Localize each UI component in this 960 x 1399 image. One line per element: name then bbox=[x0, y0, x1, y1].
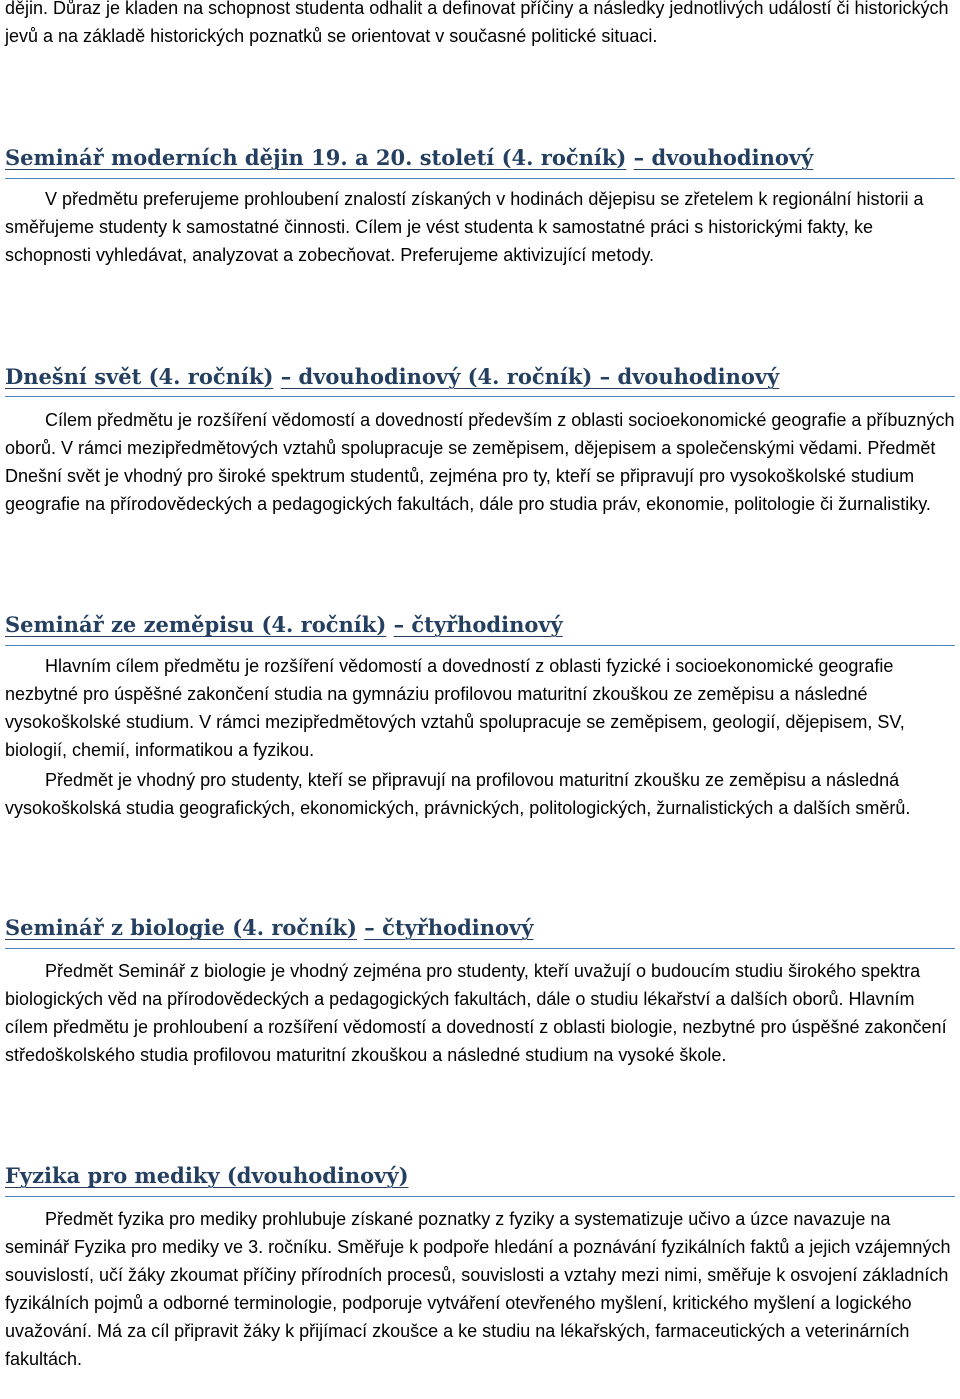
section-heading-modern-history bbox=[5, 143, 957, 173]
heading-divider bbox=[5, 178, 955, 179]
section-heading-biology-seminar bbox=[5, 913, 957, 943]
section-paragraph: Předmět fyzika pro mediky prohlubuje získané poznatky z fyziky a systematizuje učivo a úzce navazuje na seminář Fyzika pro mediky ve 3. ročníku. Směřuje k podpoře hledání a poznávání fyzikálních faktů a jejich vzájemných souvislostí, učí žáky zkoumat příčiny přírodních procesů, souvislosti a vztahy mezi nimi, směřuje k osvojení základních fyzikálních pojmů a odborné terminologie, podporuje vytváření otevřeného myšlení, kritického myšlení a logického uvažování. Má za cíl připravit žáky k přijímací zkoušce a ke studiu na lékařských, farmaceutických a veterinárních fakultách. bbox=[5, 1209, 951, 1369]
section-paragraph: Hlavním cílem předmětu je rozšíření vědomostí a dovedností z oblasti fyzické i socioekonomické geografie nezbytné pro úspěšné zakončení studia na gymnáziu profilovou maturitní zkouškou ze zeměpisu a následné vysokoškolské studium. V rámci mezipředmětových vztahů spolupracuje se zeměpisem, geologií, dějepisem, SV, biologií, chemií, informatikou a fyzikou. bbox=[5, 656, 905, 760]
heading-divider bbox=[5, 396, 955, 397]
heading-divider bbox=[5, 948, 955, 949]
heading-suffix: – dvouhodinový (4. ročník) – dvouhodinový bbox=[280, 364, 780, 389]
section-paragraph: Předmět je vhodný pro studenty, kteří se připravují na profilovou maturitní zkoušku ze zeměpisu a následná vysokoškolská studia geografických, ekonomických, právnických, politologických, žurnalistických a dalších směrů. bbox=[5, 770, 911, 818]
section-heading-todays-world bbox=[5, 362, 957, 392]
section-paragraph: V předmětu preferujeme prohloubení znalostí získaných v hodinách dějepisu se zřetelem k regionální historii a směřujeme studenty k samostatné činnosti. Cílem je vést studenta k samostatné práci s historickými fakty, ke schopnosti vyhledávat, analyzovat a zobecňovat. Preferujeme aktivizující metody. bbox=[5, 189, 924, 265]
section-heading-physics-for-medics bbox=[5, 1161, 957, 1191]
section-paragraph: Cílem předmětu je rozšíření vědomostí a dovedností především z oblasti socioekonomické geografie a příbuzných oborů. V rámci mezipředmětových vztahů spolupracuje se zeměpisem, dějepisem a společenskými vědami. Předmět Dnešní svět je vhodný pro široké spektrum studentů, zejména pro ty, kteří se připravují pro vysokoškolské studium geografie na přírodovědeckých a pedagogických fakultách, dále pro studia práv, ekonomie, politologie či žurnalistiky. bbox=[5, 410, 955, 514]
heading-divider bbox=[5, 1196, 955, 1197]
heading-divider bbox=[5, 645, 955, 646]
heading-title: Seminář z biologie (4. ročník) bbox=[5, 915, 357, 940]
section-paragraph: Předmět Seminář z biologie je vhodný zejména pro studenty, kteří uvažují o budoucím studiu širokého spektra biologických věd na přírodovědeckých a pedagogických fakultách, dále o studiu lékařství a dalších oborů. Hlavním cílem předmětu je prohloubení a rozšíření vědomostí a dovedností z oblasti biologie, nezbytné pro úspěšné zakončení středoškolského studia profilovou maturitní zkouškou a následné studium na vysoké škole. bbox=[5, 961, 947, 1065]
heading-suffix: – dvouhodinový bbox=[633, 145, 814, 170]
heading-suffix: – čtyřhodinový bbox=[393, 612, 563, 637]
heading-suffix: – čtyřhodinový bbox=[364, 915, 534, 940]
section-heading-geography-seminar bbox=[5, 610, 957, 640]
intro-paragraph: dějin. Důraz je kladen na schopnost studenta odhalit a definovat příčiny a následky jednotlivých událostí či historických jevů a na základě historických poznatků se orientovat v současné politické situaci. bbox=[5, 0, 949, 46]
heading-title: Seminář moderních dějin 19. a 20. století (4. ročník) bbox=[5, 145, 627, 170]
heading-title: Seminář ze zeměpisu (4. ročník) bbox=[5, 612, 387, 637]
heading-title: Fyzika pro mediky (dvouhodinový) bbox=[5, 1163, 409, 1188]
heading-title: Dnešní svět (4. ročník) bbox=[5, 364, 274, 389]
